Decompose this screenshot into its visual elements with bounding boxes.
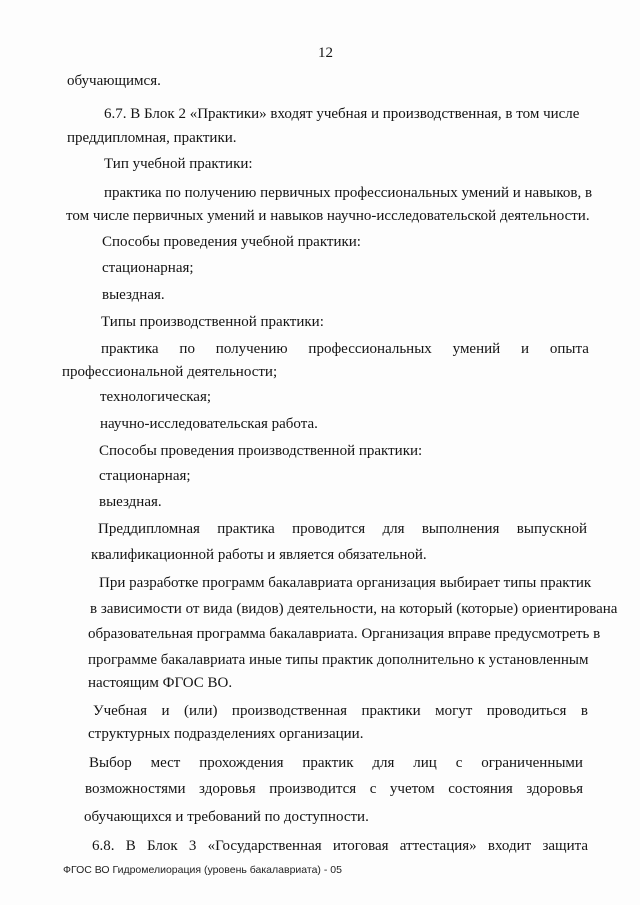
text-line: Типы производственной практики:: [101, 314, 324, 330]
text-line: преддипломная, практики.: [67, 130, 237, 146]
text-line: обучающихся и требований по доступности.: [84, 809, 369, 825]
word: с: [455, 755, 463, 771]
word: Блок: [146, 838, 178, 854]
text-line: При разработке программ бакалавриата организация выбирает типы практик: [99, 575, 592, 591]
word: выполнения: [421, 521, 500, 537]
word: (или): [183, 703, 218, 719]
word: аттестация»: [399, 838, 477, 854]
text-line: выездная.: [99, 494, 162, 510]
text-line: обучающимся.: [67, 73, 161, 89]
text-line: Способы проведения учебной практики:: [102, 234, 361, 250]
word: для: [382, 521, 405, 537]
text-line: в зависимости от вида (видов) деятельности, на который (которые) ориентирована: [90, 601, 618, 617]
text-line: программе бакалавриата иные типы практик дополнительно к установленным: [88, 652, 589, 668]
text-line: том числе первичных умений и навыков научно-исследовательской деятельности.: [66, 208, 590, 224]
text-line: [101, 340, 589, 358]
word: по: [179, 341, 195, 357]
text-line: 6.7. В Блок 2 «Практики» входят учебная и производственная, в том числе: [104, 106, 580, 122]
text-line: технологическая;: [100, 389, 212, 405]
word: мест: [150, 755, 181, 771]
word: В: [125, 838, 136, 854]
word: проводится: [292, 521, 366, 537]
text-line: настоящим ФГОС ВО.: [88, 675, 233, 691]
word: практик: [302, 755, 354, 771]
word: умений: [452, 341, 501, 357]
text-line: выездная.: [102, 287, 165, 303]
word: и: [521, 341, 530, 357]
text-line: Тип учебной практики:: [104, 156, 253, 172]
text-line: [93, 702, 588, 720]
word: для: [372, 755, 395, 771]
word: могут: [435, 703, 473, 719]
word: Учебная: [93, 703, 148, 719]
text-line: квалификационной работы и является обязательной.: [91, 547, 427, 563]
word: Выбор: [89, 755, 132, 771]
text-line: [85, 780, 583, 798]
word: входит: [487, 838, 532, 854]
word: здоровья: [526, 781, 583, 797]
word: производится: [269, 781, 357, 797]
word: ограниченными: [481, 755, 583, 771]
word: получению: [215, 341, 288, 357]
word: лиц: [413, 755, 437, 771]
word: 3: [188, 838, 197, 854]
text-line: профессиональной деятельности;: [62, 364, 278, 380]
word: опыта: [549, 341, 589, 357]
text-line: структурных подразделениях организации.: [88, 726, 364, 742]
text-line: научно-исследовательская работа.: [100, 416, 318, 432]
word: здоровья: [199, 781, 256, 797]
text-line: практика по получению первичных профессиональных умений и навыков, в: [104, 185, 593, 201]
word: производственная: [231, 703, 348, 719]
word: Преддипломная: [98, 521, 200, 537]
word: состояния: [448, 781, 513, 797]
word: итоговая: [332, 838, 389, 854]
text-line: [89, 754, 583, 772]
word: в: [580, 703, 588, 719]
word: учетом: [389, 781, 435, 797]
word: с: [369, 781, 377, 797]
word: прохождения: [199, 755, 284, 771]
text-line: Способы проведения производственной практики:: [99, 443, 423, 459]
word: возможностями: [85, 781, 186, 797]
word: профессиональных: [308, 341, 432, 357]
text-line: образовательная программа бакалавриата. Организация вправе предусмотреть в: [88, 626, 601, 642]
text-line: стационарная;: [102, 260, 194, 276]
word: практика: [217, 521, 275, 537]
word: 6.8.: [92, 838, 115, 854]
page-number: 12: [318, 45, 333, 61]
document-footer: ФГОС ВО Гидромелиорация (уровень бакалавриата) - 05: [63, 864, 342, 876]
word: практики: [361, 703, 421, 719]
word: «Государственная: [207, 838, 322, 854]
word: выпускной: [516, 521, 587, 537]
word: защита: [542, 838, 588, 854]
text-line: [98, 520, 587, 538]
word: проводиться: [486, 703, 567, 719]
word: и: [161, 703, 170, 719]
word: практика: [101, 341, 159, 357]
text-line: стационарная;: [99, 468, 191, 484]
text-line: [92, 837, 588, 855]
